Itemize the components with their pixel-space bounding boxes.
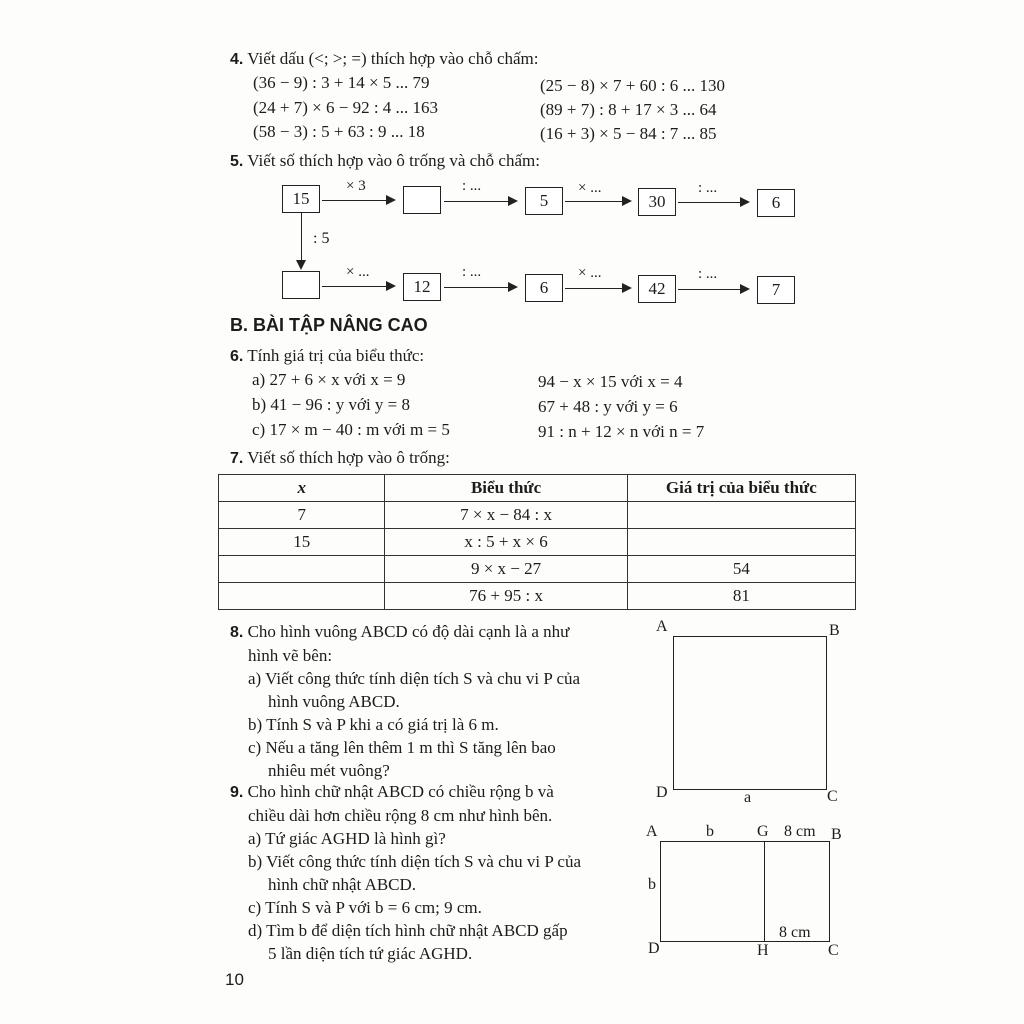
arrow-right-icon xyxy=(444,287,516,288)
label-top-8cm: 8 cm xyxy=(784,823,816,840)
q4-left-1: (36 − 9) : 3 + 14 × 5 ... 79 xyxy=(253,73,430,92)
page-number: 10 xyxy=(225,970,244,989)
cell-x: 15 xyxy=(219,529,385,556)
arrow-right-icon xyxy=(322,286,394,287)
q5-row2-op-1: × ... xyxy=(346,264,370,280)
q6-left-a: a) 27 + 6 × x với x = 9 xyxy=(252,370,406,389)
q5-row2-op-2: : ... xyxy=(462,264,482,280)
q6-right-b: 67 + 48 : y với y = 6 xyxy=(538,397,678,416)
label-c: C xyxy=(828,942,839,959)
q5-row1-box-4: 30 xyxy=(638,188,676,216)
q5-prompt xyxy=(230,150,540,173)
q5-row2-box-3: 6 xyxy=(525,274,563,302)
cell-x[interactable] xyxy=(219,583,385,610)
q8-number: 8. xyxy=(230,624,244,641)
label-b: B xyxy=(831,826,842,843)
q6-left-b: b) 41 − 96 : y với y = 8 xyxy=(252,395,411,414)
q7-prompt-text: Viết số thích hợp vào ô trống: xyxy=(247,448,450,467)
q8-part-a-line2: hình vuông ABCD. xyxy=(268,692,400,711)
q5-row2-box-1[interactable] xyxy=(282,271,320,299)
label-b: B xyxy=(829,622,840,639)
q9-part-b-line1: b) Viết công thức tính diện tích S và chu vi P của xyxy=(248,852,582,871)
table-row xyxy=(219,529,856,556)
q8-part-a-line1: a) Viết công thức tính diện tích S và chu vi P của xyxy=(248,669,581,688)
q5-row2-op-4: : ... xyxy=(698,266,718,282)
q6-right-a: 94 − x × 15 với x = 4 xyxy=(538,372,683,391)
q4-prompt xyxy=(230,48,538,71)
arrow-right-icon xyxy=(444,201,516,202)
q5-down-op: : 5 xyxy=(313,230,330,247)
arrow-right-icon xyxy=(678,202,748,203)
cell-value[interactable] xyxy=(627,529,855,556)
cell-x[interactable] xyxy=(219,556,385,583)
q6-right-c: 91 : n + 12 × n với n = 7 xyxy=(538,422,705,441)
q5-row1-op-1: × 3 xyxy=(346,178,366,194)
q8-prompt-line1: Cho hình vuông ABCD có độ dài cạnh là a như xyxy=(247,622,570,641)
q9-prompt-line1: Cho hình chữ nhật ABCD có chiều rộng b và xyxy=(247,782,554,801)
label-bottom-8cm: 8 cm xyxy=(779,924,811,941)
q9-part-d-line2: 5 lần diện tích tứ giác AGHD. xyxy=(268,944,473,963)
cell-expression: 7 × x − 84 : x xyxy=(385,502,627,529)
label-left-b: b xyxy=(648,876,656,893)
q5-number: 5. xyxy=(230,153,244,170)
q8-part-c-line2: nhiêu mét vuông? xyxy=(268,761,390,780)
q8-part-b: b) Tính S và P khi a có giá trị là 6 m. xyxy=(248,715,499,734)
q4-right-2: (89 + 7) : 8 + 17 × 3 ... 64 xyxy=(540,100,717,119)
q5-row1-box-5: 6 xyxy=(757,189,795,217)
square-abcd xyxy=(673,636,827,790)
table-row xyxy=(219,502,856,529)
q4-prompt-text: Viết dấu (<; >; =) thích hợp vào chỗ chấm: xyxy=(247,49,539,68)
header-x: x xyxy=(219,475,385,502)
q5-row1-box-1: 15 xyxy=(282,185,320,213)
q6-left-c: c) 17 × m − 40 : m với m = 5 xyxy=(252,420,450,439)
table-header-row xyxy=(219,475,856,502)
header-value: Giá trị của biểu thức xyxy=(627,475,855,502)
cell-expression: 76 + 95 : x xyxy=(385,583,627,610)
q9-part-a: a) Tứ giác AGHD là hình gì? xyxy=(248,829,446,848)
table-row xyxy=(219,583,856,610)
table-row xyxy=(219,556,856,583)
cell-expression: x : 5 + x × 6 xyxy=(385,529,627,556)
q8-part-c-line1: c) Nếu a tăng lên thêm 1 m thì S tăng lên bao xyxy=(248,738,556,757)
q5-row2-box-4: 42 xyxy=(638,275,676,303)
arrow-right-icon xyxy=(322,200,394,201)
q6-number: 6. xyxy=(230,348,244,365)
q6-prompt xyxy=(230,345,424,368)
label-side-a: a xyxy=(744,789,752,806)
label-top-b: b xyxy=(706,823,714,840)
label-h: H xyxy=(757,942,769,959)
header-expression: Biểu thức xyxy=(385,475,627,502)
q9-part-b-line2: hình chữ nhật ABCD. xyxy=(268,875,417,894)
label-c: C xyxy=(827,788,838,805)
q8-text xyxy=(230,620,625,782)
label-a: A xyxy=(646,823,658,840)
q5-row2-op-3: × ... xyxy=(578,265,602,281)
cell-expression: 9 × x − 27 xyxy=(385,556,627,583)
section-b-heading: B. BÀI TẬP NÂNG CAO xyxy=(230,315,428,335)
q9-part-d-line1: d) Tìm b để diện tích hình chữ nhật ABCD gấp xyxy=(248,921,568,940)
q5-row2-box-2: 12 xyxy=(403,273,441,301)
label-g: G xyxy=(757,823,769,840)
label-d: D xyxy=(648,940,660,957)
cell-value: 54 xyxy=(627,556,855,583)
q5-row1-op-3: × ... xyxy=(578,180,602,196)
q7-number: 7. xyxy=(230,450,244,467)
arrow-right-icon xyxy=(565,201,630,202)
cell-value[interactable] xyxy=(627,502,855,529)
q5-row1-op-4: : ... xyxy=(698,180,718,196)
q5-row1-op-2: : ... xyxy=(462,178,482,194)
q4-left-3: (58 − 3) : 5 + 63 : 9 ... 18 xyxy=(253,122,425,141)
q9-prompt-line2: chiều dài hơn chiều rộng 8 cm như hình bên. xyxy=(248,806,553,825)
q7-prompt xyxy=(230,447,450,470)
q5-row1-box-3: 5 xyxy=(525,187,563,215)
q5-row1-box-2[interactable] xyxy=(403,186,441,214)
q8-prompt-line2: hình vẽ bên: xyxy=(248,646,333,665)
q9-number: 9. xyxy=(230,784,244,801)
q9-part-c: c) Tính S và P với b = 6 cm; 9 cm. xyxy=(248,898,482,917)
q4-right-1: (25 − 8) × 7 + 60 : 6 ... 130 xyxy=(540,76,726,95)
q7-table xyxy=(218,474,856,610)
label-d: D xyxy=(656,784,668,801)
q5-prompt-text: Viết số thích hợp vào ô trống và chỗ chấm: xyxy=(247,151,540,170)
label-a: A xyxy=(656,618,668,635)
q4-number: 4. xyxy=(230,51,244,68)
q9-text xyxy=(230,780,625,965)
arrow-right-icon xyxy=(565,288,630,289)
q4-left-2: (24 + 7) × 6 − 92 : 4 ... 163 xyxy=(253,98,439,117)
arrow-right-icon xyxy=(678,289,748,290)
q5-row2-box-5: 7 xyxy=(757,276,795,304)
arrow-down-head-icon xyxy=(296,260,306,270)
cell-value: 81 xyxy=(627,583,855,610)
arrow-down-icon xyxy=(301,213,302,263)
q6-prompt-text: Tính giá trị của biểu thức: xyxy=(247,346,425,365)
q4-right-3: (16 + 3) × 5 − 84 : 7 ... 85 xyxy=(540,124,717,143)
segment-gh xyxy=(764,841,765,941)
cell-x: 7 xyxy=(219,502,385,529)
